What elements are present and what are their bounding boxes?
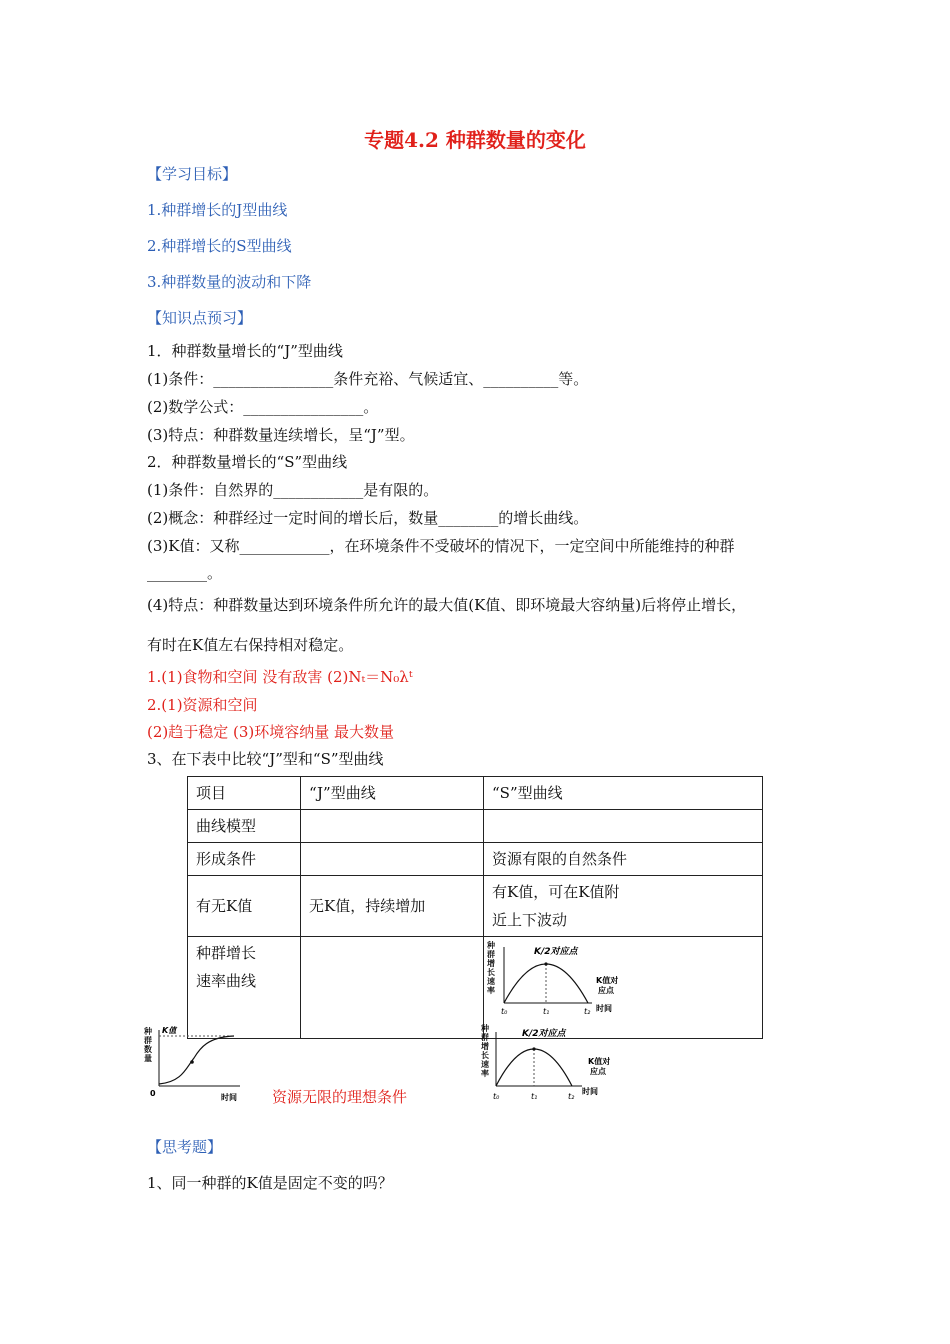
- rate-y-label-char: 率: [487, 986, 495, 995]
- rate2-y-label-char: 速: [481, 1060, 489, 1069]
- table-cell: 形成条件: [188, 843, 301, 876]
- rate-curve-figure-in-table: [484, 937, 654, 1029]
- preview-line: (1)条件：自然界的____________是有限的。: [147, 481, 439, 499]
- table-row: [188, 937, 763, 1039]
- table-cell-line: 近上下波动: [492, 911, 568, 929]
- rate-tick: t₀: [501, 1007, 508, 1016]
- rate2-y-label-char: 率: [481, 1069, 489, 1078]
- table-cell: [301, 937, 484, 1039]
- rate-y-label-char: 长: [487, 968, 495, 977]
- rate2-k-label: K值对: [588, 1057, 611, 1066]
- preview-line: (1)条件：________________条件充裕、气候适宜、__________等。: [147, 370, 589, 388]
- table-row: [188, 777, 763, 810]
- rate-curve-figure: [478, 1022, 628, 1104]
- rate-tick: t₂: [584, 1007, 591, 1016]
- rate-x-label: 时间: [596, 1004, 612, 1013]
- preview-line: 2．种群数量增长的“S”型曲线: [147, 453, 348, 471]
- s-curve: [159, 1036, 234, 1084]
- answer-line: 1.(1)食物和空间 没有敌害 (2)Nₜ＝N₀λᵗ: [147, 668, 413, 686]
- table-cell: [301, 843, 484, 876]
- table-cell: 无K值，持续增加: [301, 876, 484, 937]
- table-cell: [484, 876, 763, 937]
- page-title: 专题4.2 种群数量的变化: [364, 128, 586, 152]
- rate-tick: t₁: [543, 1007, 550, 1016]
- thinking-heading: 【思考题】: [147, 1138, 223, 1156]
- objectives-heading: 【学习目标】: [147, 165, 238, 183]
- rate2-k-label: 应点: [590, 1067, 606, 1076]
- thinking-question: 1、同一种群的K值是固定不变的吗？: [147, 1174, 393, 1192]
- preview-line: (2)数学公式：________________。: [147, 398, 379, 416]
- rate2-peak-point: [532, 1047, 535, 1050]
- preview-heading: 【知识点预习】: [147, 309, 253, 327]
- table-row: [188, 810, 763, 843]
- table-header-cell: 项目: [188, 777, 301, 810]
- preview-line: (3)K值：又称____________，在环境条件不受破坏的情况下，一定空间中所能维持的种群: [147, 537, 735, 555]
- preview-line: 有时在K值左右保持相对稳定。: [147, 636, 354, 654]
- rate2-tick: t₀: [493, 1092, 500, 1101]
- population-curve-figure: [142, 1024, 242, 1104]
- preview-line: (3)特点：种群数量连续增长，呈“J”型。: [147, 426, 415, 444]
- rate-y-label-char: 群: [487, 950, 495, 959]
- objective-item: 1.种群增长的J型曲线: [147, 201, 288, 219]
- preview-line: (2)概念：种群经过一定时间的增长后，数量________的增长曲线。: [147, 509, 589, 527]
- answer-line: (2)趋于稳定 (3)环境容纳量 最大数量: [147, 723, 395, 741]
- table-cell-line: 有K值，可在K值附: [492, 883, 620, 901]
- s-x-label: 时间: [221, 1093, 237, 1102]
- rate-k-label: K值对: [596, 976, 619, 985]
- table-row: [188, 876, 763, 937]
- rate-y-label-char: 速: [487, 977, 495, 986]
- rate2-y-label-char: 增: [481, 1042, 489, 1051]
- compare-heading: 3、在下表中比较“J”型和“S”型曲线: [147, 750, 384, 768]
- rate2-tick: t₁: [531, 1092, 538, 1101]
- rate2-x-label: 时间: [582, 1087, 598, 1096]
- rate-k-label: 应点: [598, 986, 614, 995]
- j-condition-text: 资源无限的理想条件: [272, 1088, 408, 1106]
- s-origin-label: 0: [150, 1089, 156, 1098]
- table-header-cell: “S”型曲线: [484, 777, 763, 810]
- rate2-tick: t₂: [568, 1092, 575, 1101]
- rate-y-label-char: 增: [487, 959, 495, 968]
- table-header-cell: “J”型曲线: [301, 777, 484, 810]
- rate2-peak-label: K/2对应点: [522, 1029, 566, 1039]
- table-cell-line: 速率曲线: [196, 972, 257, 990]
- preview-line: 1．种群数量增长的“J”型曲线: [147, 342, 343, 360]
- s-y-label-char: 群: [144, 1036, 152, 1045]
- s-y-label-char: 种: [144, 1027, 152, 1036]
- objective-item: 3.种群数量的波动和下降: [147, 273, 312, 291]
- rate2-y-label-char: 群: [481, 1033, 489, 1042]
- s-y-label-char: 数: [144, 1045, 152, 1054]
- answer-line: 2.(1)资源和空间: [147, 696, 258, 714]
- preview-line: (4)特点：种群数量达到环境条件所允许的最大值(K值、即环境最大容纳量)后将停止增长，: [147, 596, 747, 614]
- rate2-y-label-char: 种: [481, 1024, 489, 1033]
- objective-item: 2.种群增长的S型曲线: [147, 237, 292, 255]
- comparison-table: [187, 776, 763, 1039]
- table-row: [188, 843, 763, 876]
- s-k-label: K值: [162, 1026, 177, 1035]
- table-cell: 曲线模型: [188, 810, 301, 843]
- rate2-y-label-char: 长: [481, 1051, 489, 1060]
- rate-peak-point: [544, 962, 547, 965]
- s-inflection-point: [190, 1060, 194, 1064]
- table-cell: [301, 810, 484, 843]
- table-cell: 资源有限的自然条件: [484, 843, 763, 876]
- s-y-label-char: 量: [144, 1054, 152, 1063]
- preview-line: ________。: [147, 564, 223, 582]
- table-cell-line: 种群增长: [196, 944, 257, 962]
- rate-peak-label: K/2对应点: [534, 947, 578, 957]
- rate-y-label-char: 种: [487, 941, 495, 950]
- table-cell: [484, 810, 763, 843]
- table-cell: 有无K值: [188, 876, 301, 937]
